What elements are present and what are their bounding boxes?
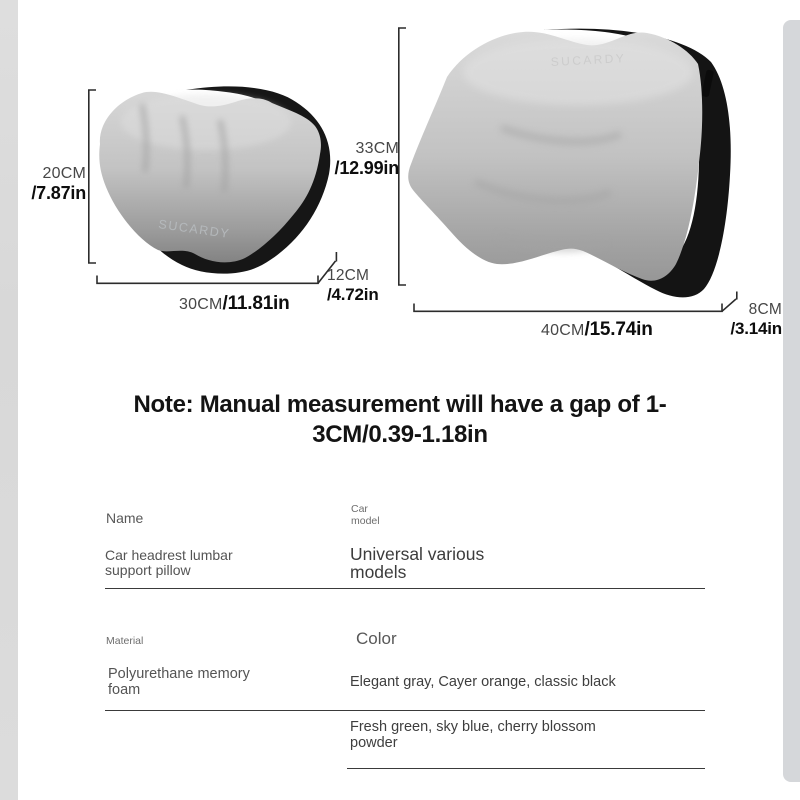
lumbar-depth-label — [712, 301, 782, 339]
headrest-depth-in: /4.72in — [327, 285, 379, 304]
measurement-note — [0, 390, 800, 450]
spec-color-value-2: Fresh green, sky blue, cherry blossom powder — [350, 719, 596, 751]
spec-divider-1 — [105, 588, 705, 589]
measurement-note-line2: 3CM/0.39-1.18in — [312, 421, 488, 448]
headrest-depth-label — [327, 267, 379, 305]
spec-divider-2 — [105, 710, 705, 711]
lumbar-depth-cm: 8CM — [748, 301, 782, 318]
lumbar-width-in: /15.74in — [584, 319, 653, 340]
headrest-height-label — [20, 165, 86, 204]
lumbar-width-label — [541, 319, 653, 341]
spec-material-label: Material — [106, 635, 144, 647]
lumbar-highlight — [463, 39, 693, 105]
headrest-depth-cm: 12CM — [327, 267, 370, 284]
lumbar-height-cm: 33CM — [355, 140, 399, 157]
spec-car-model-label: Car model — [351, 503, 380, 527]
spec-name-value: Car headrest lumbar support pillow — [105, 547, 233, 578]
headrest-height-in: /7.87in — [31, 183, 86, 203]
headrest-height-cm: 20CM — [42, 165, 86, 182]
lumbar-brand-text: SUCARDY — [550, 51, 627, 69]
headrest-brand-text: SUCARDY — [157, 217, 232, 242]
spec-divider-3 — [347, 768, 705, 769]
measurement-note-line1: Note: Manual measurement will have a gap of 1- — [133, 391, 667, 418]
headrest-width-cm: 30CM — [179, 296, 223, 313]
spec-material-value: Polyurethane memory foam — [108, 666, 250, 698]
headrest-width-in: /11.81in — [222, 293, 290, 314]
headrest-pillow-illustration — [86, 80, 336, 280]
spec-color-label: Color — [356, 629, 397, 648]
lumbar-pillow-illustration — [403, 20, 748, 320]
spec-car-model-value: Universal various models — [350, 544, 485, 582]
lumbar-depth-in: /3.14in — [730, 319, 782, 338]
lumbar-height-label — [310, 140, 399, 179]
spec-name-label: Name — [106, 510, 144, 526]
lumbar-width-cm: 40CM — [541, 322, 585, 339]
lumbar-height-in: /12.99in — [334, 158, 399, 178]
spec-color-value-1: Elegant gray, Cayer orange, classic black — [350, 674, 616, 690]
headrest-width-label — [179, 293, 290, 315]
